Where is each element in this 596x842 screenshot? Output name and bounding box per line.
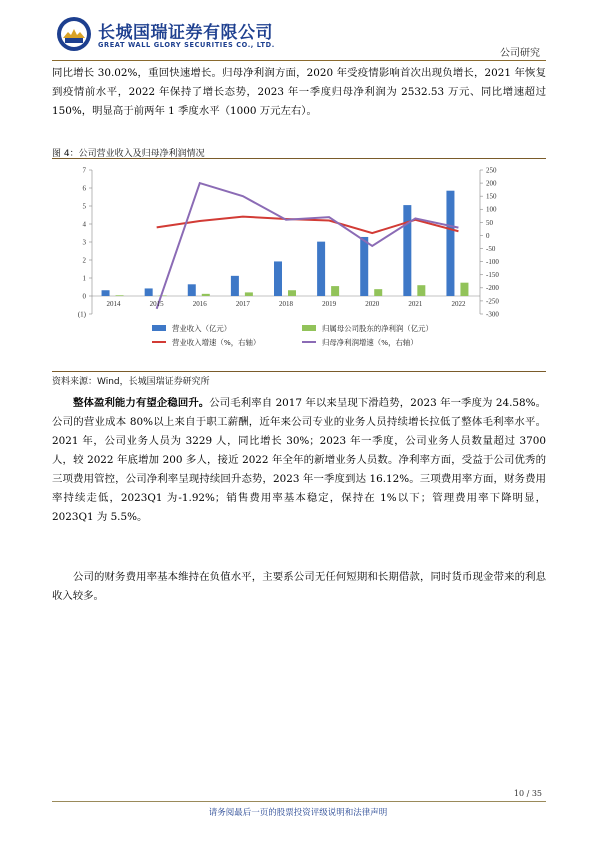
- x-tick-label: 2021: [408, 300, 423, 308]
- report-header: [52, 12, 546, 62]
- revenue-bar: [188, 284, 196, 296]
- right-tick-label: -200: [486, 284, 499, 293]
- legend-label: 归属母公司股东的净利润（亿元）: [322, 324, 433, 333]
- company-logo-icon: [56, 16, 92, 52]
- net-profit-bar: [288, 290, 296, 296]
- figure-bottom-rule: [52, 371, 546, 372]
- revenue-bar: [446, 191, 454, 296]
- left-tick-label: 2: [82, 256, 86, 265]
- net-profit-bar: [374, 289, 382, 296]
- net-profit-bar: [159, 295, 167, 296]
- revenue-bar: [231, 276, 239, 296]
- left-tick-label: 7: [82, 166, 86, 175]
- left-tick-label: (1): [77, 310, 86, 319]
- figure-source: 资料来源：Wind，长城国瑞证券研究所: [52, 377, 210, 387]
- x-tick-label: 2015: [149, 300, 164, 308]
- left-tick-label: 5: [82, 202, 86, 211]
- figure-title: 图 4：公司营业收入及归母净利润情况: [52, 149, 205, 159]
- header-divider: [52, 60, 546, 61]
- right-tick-label: 50: [486, 218, 493, 227]
- right-tick-label: 100: [486, 205, 497, 214]
- company-name-en: GREAT WALL GLORY SECURITIES CO., LTD.: [98, 41, 275, 49]
- paragraph-growth: [52, 64, 546, 121]
- right-tick-label: -50: [486, 244, 496, 253]
- revenue-bar: [145, 288, 153, 296]
- right-tick-label: -300: [486, 310, 499, 319]
- chart-lines: [157, 183, 459, 309]
- net-profit-bar: [116, 295, 124, 296]
- revenue-bar: [102, 290, 110, 296]
- net-profit-bar: [245, 292, 253, 296]
- left-tick-label: 0: [82, 292, 86, 301]
- right-tick-label: 150: [486, 192, 497, 201]
- chart-bars: [102, 191, 469, 296]
- paragraph-profitability-lead: 整体盈利能力有望企稳回升。: [73, 397, 210, 409]
- left-tick-label: 6: [82, 184, 86, 193]
- revenue-profit-chart: [52, 160, 546, 370]
- figure-top-rule: [52, 158, 546, 159]
- legend-label: 营业收入（亿元）: [172, 324, 232, 333]
- right-tick-label: -250: [486, 297, 499, 306]
- footer-divider: [52, 801, 546, 802]
- paragraph-growth-text: 同比增长 30.02%，重回快速增长。归母净利润方面，2020 年受疫情影响首次出现负增长，2021 年恢复到疫情前水平，2022 年保持了增长态势，2023 年一季度归母净利润为 2532.53 万元、同比增速超过 150%，明显高于前两年 1 季度水平（1000 万元左右）。: [52, 67, 546, 117]
- x-tick-label: 2022: [451, 300, 466, 308]
- x-tick-label: 2016: [192, 300, 207, 308]
- legend-swatch: [152, 325, 166, 331]
- revenue-bar: [274, 261, 282, 296]
- company-name-cn: 长城国瑞证券有限公司: [98, 23, 273, 43]
- net-profit-bar: [460, 283, 468, 296]
- revenue-bar: [403, 205, 411, 296]
- right-tick-label: -100: [486, 258, 499, 267]
- profit-growth-line: [157, 183, 459, 309]
- left-tick-label: 4: [82, 220, 86, 229]
- right-tick-label: 250: [486, 166, 497, 175]
- x-tick-label: 2017: [235, 300, 250, 308]
- page-number: 10 / 35: [513, 789, 542, 798]
- revenue-bar: [360, 237, 368, 296]
- revenue-bar: [317, 242, 325, 296]
- paragraph-finance-cost: [52, 568, 546, 606]
- chart-legend: [152, 324, 433, 348]
- right-tick-label: 200: [486, 179, 497, 188]
- net-profit-bar: [331, 286, 339, 296]
- left-tick-label: 3: [82, 238, 86, 247]
- section-label: 公司研究: [500, 48, 540, 59]
- net-profit-bar: [417, 285, 425, 296]
- x-tick-label: 2019: [322, 300, 337, 308]
- net-profit-bar: [202, 294, 210, 296]
- legend-label: 营业收入增速（%，右轴）: [172, 338, 261, 347]
- disclaimer-note: 请务阅最后一页的股票投资评级说明和法律声明: [208, 808, 388, 818]
- left-tick-label: 1: [82, 274, 86, 283]
- right-tick-label: -150: [486, 271, 499, 280]
- x-tick-label: 2014: [106, 300, 121, 308]
- legend-label: 归母净利润增速（%，右轴）: [322, 338, 418, 347]
- paragraph-profitability: [52, 394, 546, 527]
- x-tick-label: 2018: [279, 300, 293, 308]
- right-tick-label: 0: [486, 231, 490, 240]
- legend-swatch: [302, 325, 316, 331]
- paragraph-finance-cost-text: 公司的财务费用率基本维持在负值水平，主要系公司无任何短期和长期借款，同时货币现金带来的利息收入较多。: [52, 571, 546, 602]
- paragraph-profitability-text: 公司毛利率自 2017 年以来呈现下滑趋势，2023 年一季度为 24.58%。公司的营业成本 80%以上来自于职工薪酬，近年来公司专业的业务人员持续增长拉低了整体毛利率水平。2021 年，公司业务人员为 3229 人，同比增长 30%；2023 年一季度，公司业务人员数量超过 3700 人，较 2022 年底增加 200 多人，接近 2022 年全年的新增业务人员数。净利率方面，受益于公司优秀的三项费用管控，公司净利率呈现持续回升态势，2023 年一季度到达 16.12%。三项费用率方面，财务费用率持续走低，2023Q1 为-1.92%；销售费用率基本稳定，保持在 1%以下；管理费用率下降明显，2023Q1 为 5.5%。: [52, 397, 546, 523]
- x-tick-label: 2020: [365, 300, 380, 308]
